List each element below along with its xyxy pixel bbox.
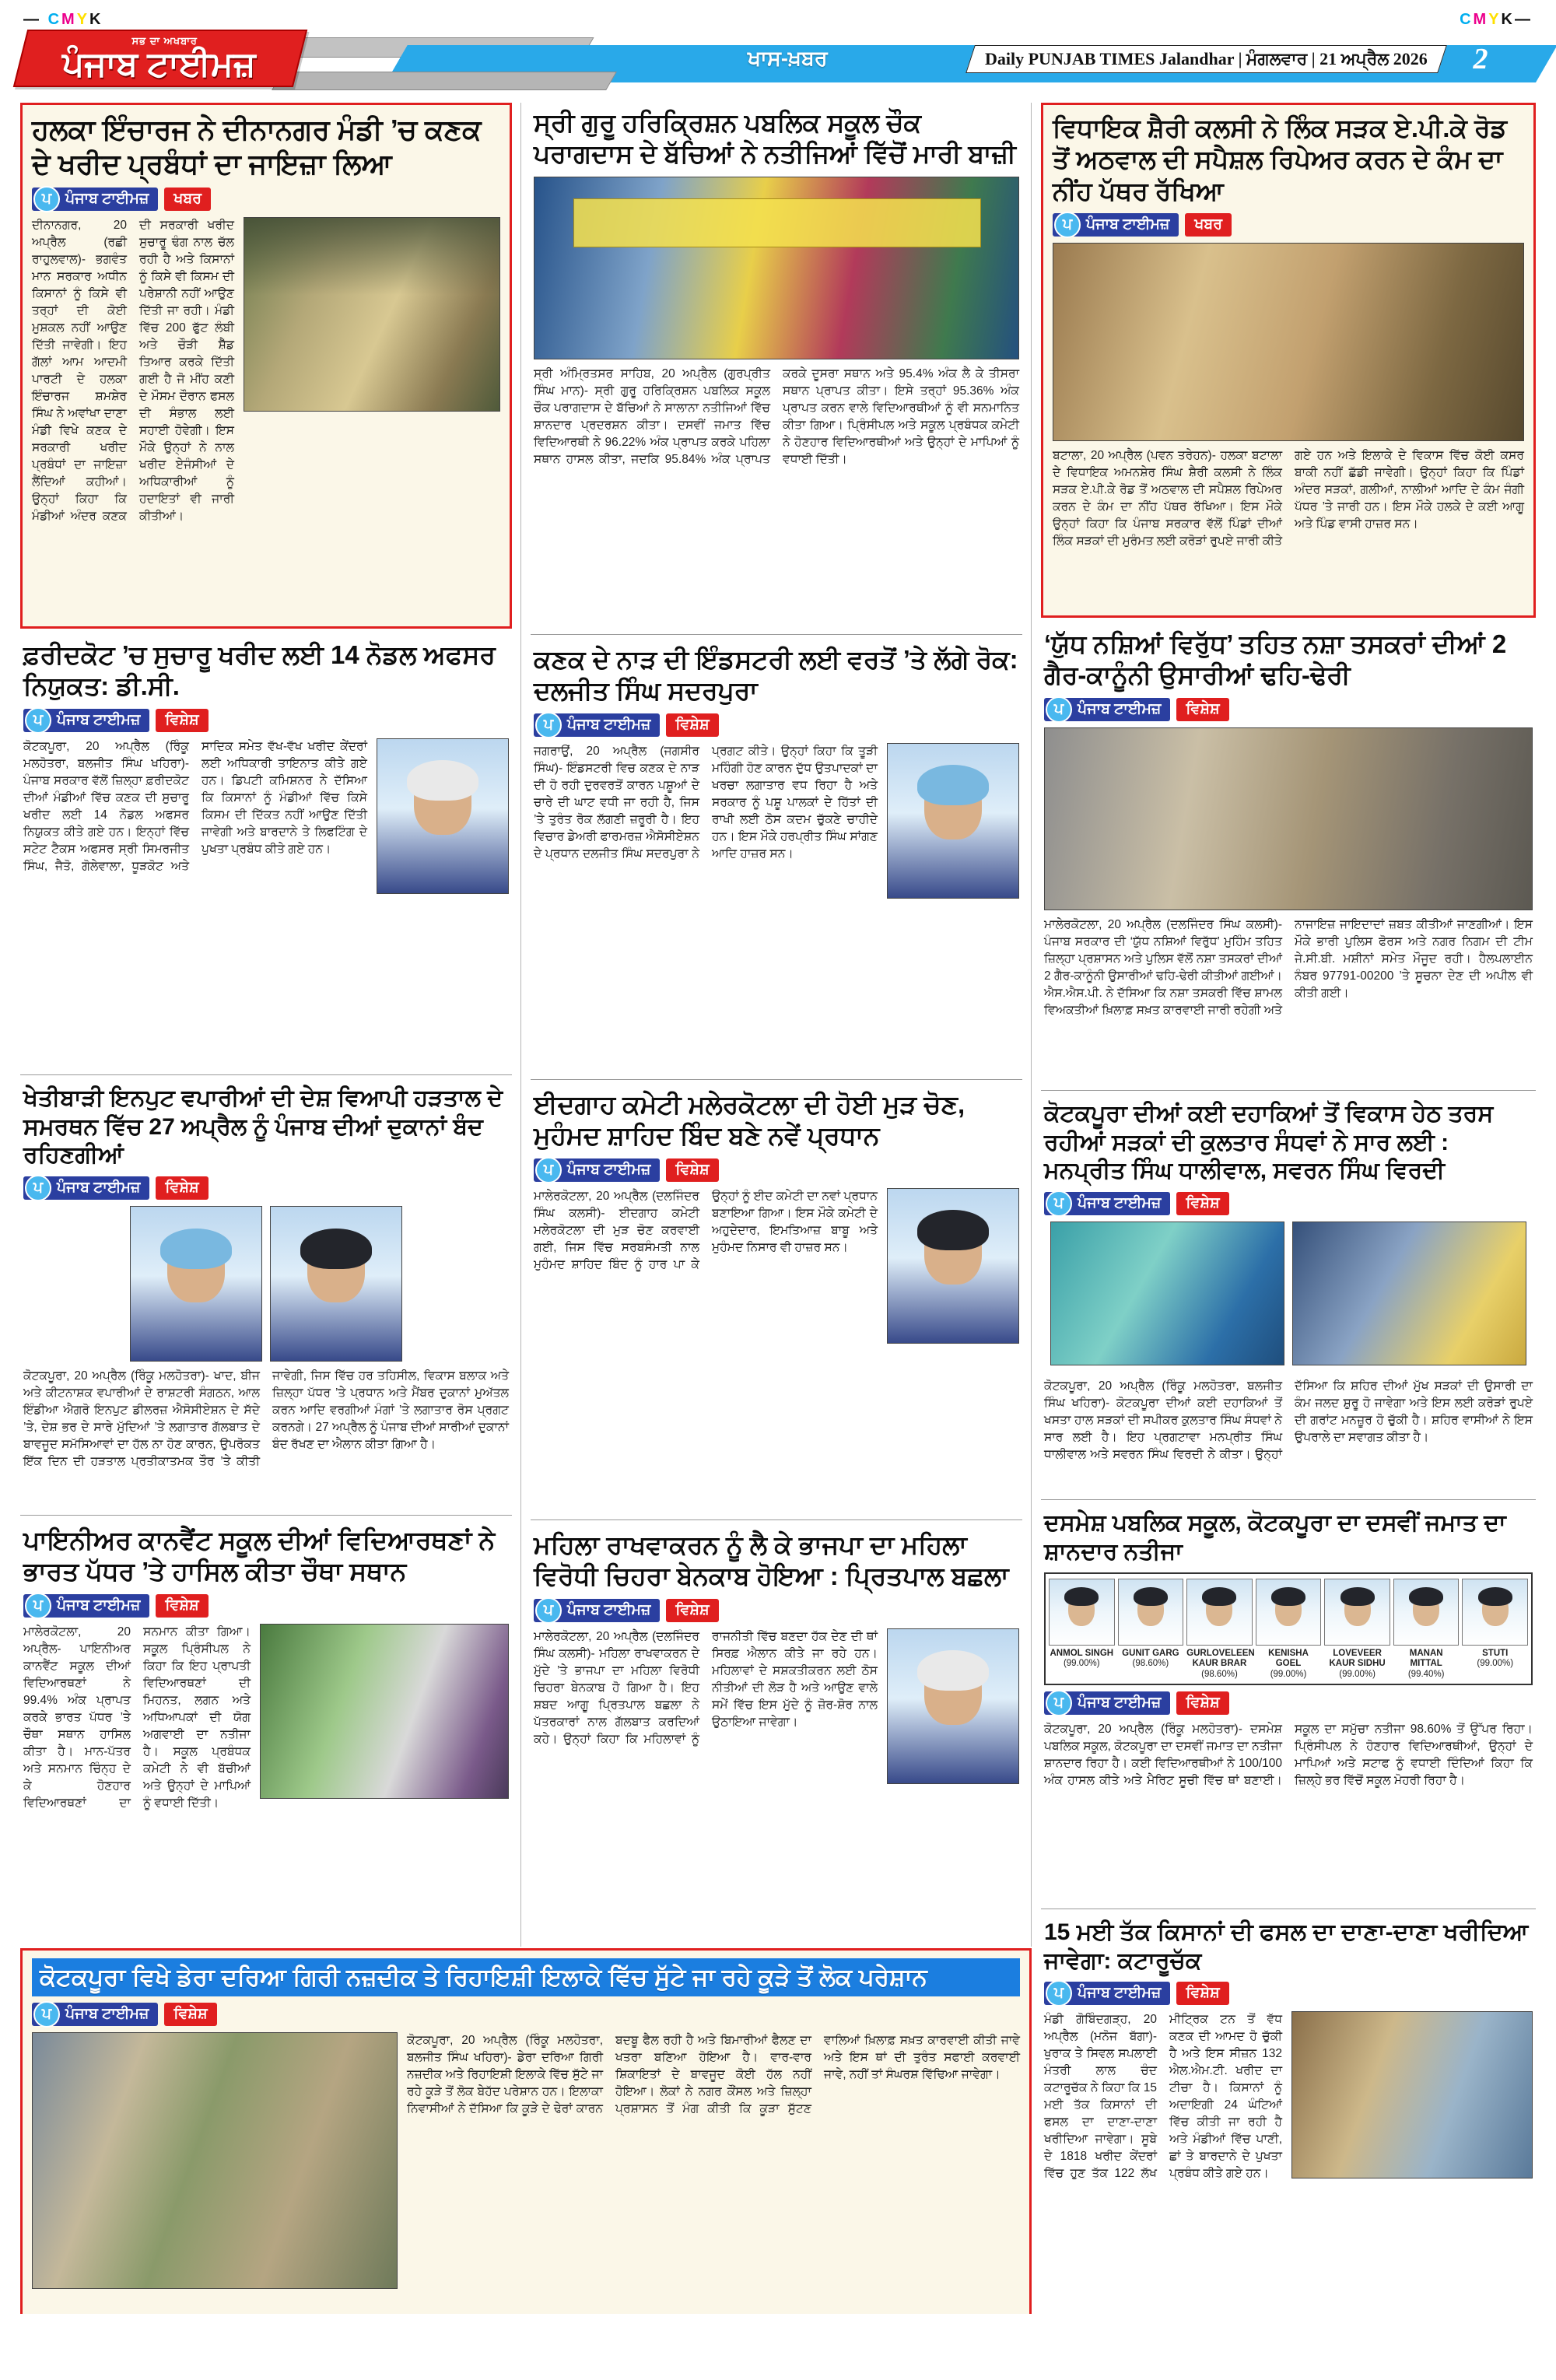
- student-cell: [1186, 1579, 1253, 1678]
- punjab-times-badge: [1044, 1982, 1170, 2005]
- article-headline: 15 ਮਈ ਤੱਕ ਕਿਸਾਨਾਂ ਦੀ ਫਸਲ ਦਾ ਦਾਣਾ-ਦਾਣਾ ਖਰੀਦਿਆ ਜਾਵੇਗਾ: ਕਟਾਰੂਚੱਕ: [1044, 1919, 1529, 1974]
- masthead-logo: [13, 30, 307, 87]
- student-percent: (98.60%): [1201, 1669, 1238, 1679]
- bachla-portrait-photo: [887, 1628, 1019, 1784]
- punjab-times-badge: [1044, 1192, 1170, 1215]
- cmyk-m: M: [61, 11, 77, 28]
- masthead-title: ਪੰਜਾਬ ਟਾਈਮਜ਼: [61, 45, 256, 83]
- student-cell: [1462, 1579, 1528, 1678]
- article-body: ਜਗਰਾਉਂ, 20 ਅਪ੍ਰੈਲ (ਜਗਸੀਰ ਸਿੰਘ)- ਇੰਡਸਟਰੀ ਵਿਚ ਕਣਕ ਦੇ ਨਾੜ ਦੀ ਹੋ ਰਹੀ ਦੁਰਵਰਤੋਂ ਕਾਰਨ ਪਸ਼ੂਆਂ ਦੇ ਚਾਰੇ ਦੀ ਘਾਟ ਵਧੀ ਜਾ ਰਹੀ ਹੈ, ਜਿਸ ’ਤੇ ਤੁਰੰਤ ਰੋਕ ਲੱਗਣੀ ਜ਼ਰੂਰੀ ਹੈ। ਇਹ ਵਿਚਾਰ ਡੇਅਰੀ ਫਾਰਮਰਜ਼ ਐਸੋਸੀਏਸ਼ਨ ਦੇ ਪ੍ਰਧਾਨ ਦਲਜੀਤ ਸਿੰਘ ਸਦਰਪੁਰਾ ਨੇ ਪ੍ਰਗਟ ਕੀਤੇ। ਉਨ੍ਹਾਂ ਕਿਹਾ ਕਿ ਤੂੜੀ ਮਹਿੰਗੀ ਹੋਣ ਕਾਰਨ ਦੁੱਧ ਉਤਪਾਦਕਾਂ ਦਾ ਖਰਚਾ ਲਗਾਤਾਰ ਵਧ ਰਿਹਾ ਹੈ ਅਤੇ ਸਰਕਾਰ ਨੂੰ ਪਸ਼ੂ ਪਾਲਕਾਂ ਦੇ ਹਿੱਤਾਂ ਦੀ ਰਾਖੀ ਲਈ ਠੋਸ ਕਦਮ ਚੁੱਕਣੇ ਚਾਹੀਦੇ ਹਨ। ਇਸ ਮੌਕੇ ਹਰਪ੍ਰੀਤ ਸਿੰਘ ਸਾਂਗਣ ਆਦਿ ਹਾਜ਼ਰ ਸਨ।: [534, 744, 878, 861]
- issue-line: [965, 45, 1446, 73]
- newspaper-logo-icon: ਪ: [1046, 1190, 1072, 1217]
- byline-badges: [23, 1176, 509, 1200]
- garbage-site-photo: [32, 2032, 398, 2289]
- newspaper-logo-icon: ਪ: [535, 1597, 562, 1624]
- article-body: ਕੋਟਕਪੂਰਾ, 20 ਅਪ੍ਰੈਲ (ਰਿੰਕੂ ਮਲਹੋਤਰਾ, ਬਲਜੀਤ ਸਿੰਘ ਖਹਿਰਾ)- ਡੇਰਾ ਦਰਿਆ ਗਿਰੀ ਨਜ਼ਦੀਕ ਅਤੇ ਰਿਹਾਇਸ਼ੀ ਇਲਾਕੇ ਵਿੱਚ ਸੁੱਟੇ ਜਾ ਰਹੇ ਕੂੜੇ ਤੋਂ ਲੋਕ ਬੇਹੱਦ ਪਰੇਸ਼ਾਨ ਹਨ। ਇਲਾਕਾ ਨਿਵਾਸੀਆਂ ਨੇ ਦੱਸਿਆ ਕਿ ਕੂੜੇ ਦੇ ਢੇਰਾਂ ਕਾਰਨ ਬਦਬੂ ਫੈਲ ਰਹੀ ਹੈ ਅਤੇ ਬਿਮਾਰੀਆਂ ਫੈਲਣ ਦਾ ਖਤਰਾ ਬਣਿਆ ਹੋਇਆ ਹੈ। ਵਾਰ-ਵਾਰ ਸ਼ਿਕਾਇਤਾਂ ਦੇ ਬਾਵਜੂਦ ਕੋਈ ਹੱਲ ਨਹੀਂ ਹੋਇਆ। ਲੋਕਾਂ ਨੇ ਨਗਰ ਕੌਂਸਲ ਅਤੇ ਜ਼ਿਲ੍ਹਾ ਪ੍ਰਸ਼ਾਸਨ ਤੋਂ ਮੰਗ ਕੀਤੀ ਕਿ ਕੂੜਾ ਸੁੱਟਣ ਵਾਲਿਆਂ ਖ਼ਿਲਾਫ਼ ਸਖ਼ਤ ਕਾਰਵਾਈ ਕੀਤੀ ਜਾਵੇ ਅਤੇ ਇਸ ਥਾਂ ਦੀ ਤੁਰੰਤ ਸਫਾਈ ਕਰਵਾਈ ਜਾਵੇ, ਨਹੀਂ ਤਾਂ ਸੰਘਰਸ਼ ਵਿੱਢਿਆ ਜਾਵੇਗਾ।: [407, 2034, 1020, 2116]
- sadarpura-portrait-photo: [887, 743, 1019, 899]
- article-eidgah-committee: [531, 1085, 1022, 1520]
- pioneer-students-photo: [260, 1624, 509, 1799]
- newspaper-logo-icon: ਪ: [535, 712, 562, 738]
- column-2: [531, 103, 1032, 1947]
- student-cell: [1256, 1579, 1322, 1678]
- punjab-times-badge: [534, 713, 660, 737]
- article-headline: ਕਣਕ ਦੇ ਨਾੜ ਦੀ ਇੰਡਸਟਰੀ ਲਈ ਵਰਤੋਂ ’ਤੇ ਲੱਗੇ ਰੋਕ: ਦਲਜੀਤ ਸਿੰਘ ਸਦਰਪੁਰਾ: [534, 645, 1018, 706]
- article-harkrishan-school: [531, 103, 1022, 635]
- article-headline: ਹਲਕਾ ਇੰਚਾਰਜ ਨੇ ਦੀਨਾਨਗਰ ਮੰਡੀ ’ਚ ਕਣਕ ਦੇ ਖਰੀਦ ਪ੍ਰਬੰਧਾਂ ਦਾ ਜਾਇਜ਼ਾ ਲਿਆ: [32, 114, 482, 180]
- student-photo: [1462, 1579, 1528, 1646]
- page-content: [20, 103, 1536, 2372]
- byline-badges: [23, 709, 509, 732]
- punjab-times-badge: [23, 1594, 149, 1618]
- badge-brand-label: ਪੰਜਾਬ ਟਾਈਮਜ਼: [57, 1597, 141, 1614]
- badge-brand-label: ਪੰਜਾਬ ਟਾਈਮਜ਼: [567, 1601, 651, 1618]
- school-group-photo: [534, 177, 1019, 359]
- section-label: ਖਾਸ-ਖ਼ਬਰ: [748, 47, 828, 70]
- leader-portrait-photo-2: [270, 1206, 402, 1362]
- byline-badges: [534, 1599, 1019, 1622]
- student-cell: [1324, 1579, 1390, 1678]
- byline-badges: [32, 2003, 1020, 2026]
- article-body: ਮਾਲੇਰਕੋਟਲਾ, 20 ਅਪ੍ਰੈਲ (ਦਲਜਿੰਦਰ ਸਿੰਘ ਕਲਸੀ)- ਈਦਗਾਹ ਕਮੇਟੀ ਮਲੇਰਕੋਟਲਾ ਦੀ ਮੁੜ ਚੋਣ ਕਰਵਾਈ ਗਈ, ਜਿਸ ਵਿੱਚ ਸਰਬਸੰਮਤੀ ਨਾਲ ਮੁਹੰਮਦ ਸ਼ਾਹਿਦ ਬਿੰਦ ਨੂੰ ਹਾਰ ਪਾ ਕੇ ਉਨ੍ਹਾਂ ਨੂੰ ਈਦ ਕਮੇਟੀ ਦਾ ਨਵਾਂ ਪ੍ਰਧਾਨ ਬਣਾਇਆ ਗਿਆ। ਇਸ ਮੌਕੇ ਕਮੇਟੀ ਦੇ ਅਹੁਦੇਦਾਰ, ਇਮਤਿਆਜ਼ ਬਾਬੂ ਅਤੇ ਮੁਹੰਮਦ ਨਿਸਾਰ ਵੀ ਹਾਜ਼ਰ ਸਨ।: [534, 1189, 878, 1271]
- article-mandi-inspection: [20, 103, 512, 629]
- newspaper-logo-icon: ਪ: [1046, 1980, 1072, 2007]
- article-traders-strike: [20, 1080, 512, 1516]
- article-headline: ਦਸਮੇਸ਼ ਪਬਲਿਕ ਸਕੂਲ, ਕੋਟਕਪੂਰਾ ਦਾ ਦਸਵੀਂ ਜਮਾਤ ਦਾ ਸ਼ਾਨਦਾਰ ਨਤੀਜਾ: [1044, 1510, 1506, 1565]
- article-tag-badge: ਵਿਸ਼ੇਸ਼: [164, 2003, 216, 2026]
- spokesperson-photos: [1044, 1222, 1533, 1372]
- article-headline: ‘ਯੁੱਧ ਨਸ਼ਿਆਂ ਵਿਰੁੱਧ’ ਤਹਿਤ ਨਸ਼ਾ ਤਸਕਰਾਂ ਦੀਆਂ 2 ਗੈਰ-ਕਾਨੂੰਨੀ ਉਸਾਰੀਆਂ ਢਹਿ-ਢੇਰੀ: [1044, 629, 1507, 690]
- student-percent: (99.00%): [1270, 1669, 1307, 1679]
- byline-badges: [23, 1594, 509, 1618]
- article-tag-badge: ਵਿਸ਼ੇਸ਼: [156, 1176, 208, 1200]
- cmyk-c: C: [47, 11, 62, 28]
- byline-badges: [534, 713, 1019, 737]
- student-percent: (99.00%): [1339, 1669, 1376, 1679]
- article-body: ਕੋਟਕਪੂਰਾ, 20 ਅਪ੍ਰੈਲ (ਰਿੰਕੂ ਮਲਹੋਤਰਾ)- ਦਸਮੇਸ਼ ਪਬਲਿਕ ਸਕੂਲ, ਕੋਟਕਪੂਰਾ ਦਾ ਦਸਵੀਂ ਜਮਾਤ ਦਾ ਨਤੀਜਾ ਸ਼ਾਨਦਾਰ ਰਿਹਾ ਹੈ। ਕਈ ਵਿਦਿਆਰਥੀਆਂ ਨੇ 100/100 ਅੰਕ ਹਾਸਲ ਕੀਤੇ ਅਤੇ ਮੈਰਿਟ ਸੂਚੀ ਵਿੱਚ ਥਾਂ ਬਣਾਈ। ਸਕੂਲ ਦਾ ਸਮੁੱਚਾ ਨਤੀਜਾ 98.60% ਤੋਂ ਉੱਪਰ ਰਿਹਾ। ਪ੍ਰਿੰਸੀਪਲ ਨੇ ਹੋਣਹਾਰ ਵਿਦਿਆਰਥੀਆਂ, ਉਨ੍ਹਾਂ ਦੇ ਮਾਪਿਆਂ ਅਤੇ ਸਟਾਫ ਨੂੰ ਵਧਾਈ ਦਿੰਦਿਆਂ ਕਿਹਾ ਕਿ ਜ਼ਿਲ੍ਹੇ ਭਰ ਵਿੱਚੋਂ ਸਕੂਲ ਮੋਹਰੀ ਰਿਹਾ ਹੈ।: [1044, 1722, 1533, 1787]
- student-name: MANAN MITTAL: [1409, 1649, 1443, 1669]
- mandi-inspection-photo: [244, 217, 500, 412]
- byline-badges: [32, 188, 500, 211]
- article-body: ਮਾਲੇਰਕੋਟਲਾ, 20 ਅਪ੍ਰੈਲ (ਦਲਜਿੰਦਰ ਸਿੰਘ ਕਲਸੀ)- ਪੰਜਾਬ ਸਰਕਾਰ ਦੀ ‘ਯੁੱਧ ਨਸ਼ਿਆਂ ਵਿਰੁੱਧ’ ਮੁਹਿੰਮ ਤਹਿਤ ਜ਼ਿਲ੍ਹਾ ਪ੍ਰਸ਼ਾਸਨ ਅਤੇ ਪੁਲਿਸ ਵੱਲੋਂ ਨਸ਼ਾ ਤਸਕਰਾਂ ਦੀਆਂ 2 ਗੈਰ-ਕਾਨੂੰਨੀ ਉਸਾਰੀਆਂ ਢਹਿ-ਢੇਰੀ ਕੀਤੀਆਂ ਗਈਆਂ। ਐਸ.ਐਸ.ਪੀ. ਨੇ ਦੱਸਿਆ ਕਿ ਨਸ਼ਾ ਤਸਕਰੀ ਵਿੱਚ ਸ਼ਾਮਲ ਵਿਅਕਤੀਆਂ ਖ਼ਿਲਾਫ਼ ਸਖ਼ਤ ਕਾਰਵਾਈ ਜਾਰੀ ਰਹੇਗੀ ਅਤੇ ਨਾਜਾਇਜ਼ ਜਾਇਦਾਦਾਂ ਜ਼ਬਤ ਕੀਤੀਆਂ ਜਾਣਗੀਆਂ। ਇਸ ਮੌਕੇ ਭਾਰੀ ਪੁਲਿਸ ਫੋਰਸ ਅਤੇ ਨਗਰ ਨਿਗਮ ਦੀ ਟੀਮ ਜੇ.ਸੀ.ਬੀ. ਮਸ਼ੀਨਾਂ ਸਮੇਤ ਮੌਜੂਦ ਰਹੀ। ਹੈਲਪਲਾਈਨ ਨੰਬਰ 97791-00200 ’ਤੇ ਸੂਚਨਾ ਦੇਣ ਦੀ ਅਪੀਲ ਵੀ ਕੀਤੀ ਗਈ।: [1044, 917, 1533, 1017]
- cmyk-mark-left: — CMYK: [23, 11, 103, 28]
- student-photo: [1049, 1579, 1115, 1646]
- newspaper-logo-icon: ਪ: [25, 1593, 51, 1619]
- badge-brand-label: ਪੰਜਾਬ ਟਾਈਮਜ਼: [65, 190, 149, 207]
- badge-brand-label: ਪੰਜਾਬ ਟਾਈਮਜ਼: [1078, 1194, 1162, 1211]
- article-body: ਕੋਟਕਪੂਰਾ, 20 ਅਪ੍ਰੈਲ (ਰਿੰਕੂ ਮਲਹੋਤਰਾ)- ਖਾਦ, ਬੀਜ ਅਤੇ ਕੀਟਨਾਸ਼ਕ ਵਪਾਰੀਆਂ ਦੇ ਰਾਸ਼ਟਰੀ ਸੰਗਠਨ, ਆਲ ਇੰਡੀਆ ਐਗਰੋ ਇਨਪੁਟ ਡੀਲਰਜ਼ ਐਸੋਸੀਏਸ਼ਨ ਦੇ ਸੱਦੇ ’ਤੇ, ਦੇਸ਼ ਭਰ ਦੇ ਸਾਰੇ ਮੁੱਦਿਆਂ ’ਤੇ ਲਗਾਤਾਰ ਗੱਲਬਾਤ ਦੇ ਬਾਵਜੂਦ ਸਮੱਸਿਆਵਾਂ ਦਾ ਹੱਲ ਨਾ ਹੋਣ ਕਾਰਨ, ਉਪਰੋਕਤ ਇੱਕ ਦਿਨ ਦੀ ਹੜਤਾਲ ਪ੍ਰਤੀਕਾਤਮਕ ਤੌਰ ’ਤੇ ਕੀਤੀ ਜਾਵੇਗੀ, ਜਿਸ ਵਿੱਚ ਹਰ ਤਹਿਸੀਲ, ਵਿਕਾਸ ਬਲਾਕ ਅਤੇ ਜ਼ਿਲ੍ਹਾ ਪੱਧਰ ’ਤੇ ਪ੍ਰਧਾਨ ਅਤੇ ਮੈਂਬਰ ਦੁਕਾਨਾਂ ਮੁਅੱਤਲ ਕਰਨ ਆਦਿ ਵਰਗੀਆਂ ਮੰਗਾਂ ’ਤੇ ਲਗਾਤਾਰ ਰੋਸ ਪ੍ਰਗਟ ਕਰਨਗੇ। 27 ਅਪ੍ਰੈਲ ਨੂੰ ਪੰਜਾਬ ਦੀਆਂ ਸਾਰੀਆਂ ਦੁਕਾਨਾਂ ਬੰਦ ਰੱਖਣ ਦਾ ਐਲਾਨ ਕੀਤਾ ਗਿਆ ਹੈ।: [23, 1369, 509, 1468]
- article-tag-badge: ਖਬਰ: [1185, 213, 1232, 237]
- article-headline: ਖੇਤੀਬਾੜੀ ਇਨਪੁਟ ਵਪਾਰੀਆਂ ਦੀ ਦੇਸ਼ ਵਿਆਪੀ ਹੜਤਾਲ ਦੇ ਸਮਰਥਨ ਵਿੱਚ 27 ਅਪ੍ਰੈਲ ਨੂੰ ਪੰਜਾਬ ਦੀਆਂ ਦੁਕਾਨਾਂ ਬੰਦ ਰਹਿਣਗੀਆਂ: [23, 1085, 503, 1169]
- badge-brand-label: ਪੰਜਾਬ ਟਾਈਮਜ਼: [65, 2006, 149, 2023]
- article-tag-badge: ਵਿਸ਼ੇਸ਼: [666, 1158, 718, 1182]
- article-body: ਕੋਟਕਪੂਰਾ, 20 ਅਪ੍ਰੈਲ (ਰਿੰਕੂ ਮਲਹੋਤਰਾ, ਬਲਜੀਤ ਸਿੰਘ ਖਹਿਰਾ)- ਪੰਜਾਬ ਸਰਕਾਰ ਵੱਲੋਂ ਜ਼ਿਲ੍ਹਾ ਫ਼ਰੀਦਕੋਟ ਦੀਆਂ ਮੰਡੀਆਂ ਵਿੱਚ ਕਣਕ ਦੀ ਸੁਚਾਰੂ ਖਰੀਦ ਲਈ 14 ਨੋਡਲ ਅਫਸਰ ਨਿਯੁਕਤ ਕੀਤੇ ਗਏ ਹਨ। ਇਨ੍ਹਾਂ ਵਿੱਚ ਸਟੇਟ ਟੈਕਸ ਅਫਸਰ ਸ੍ਰੀ ਸਿਮਰਜੀਤ ਸਿੰਘ, ਜੈਤੋ, ਗੋਲੇਵਾਲਾ, ਧੂੜਕੋਟ ਅਤੇ ਸਾਦਿਕ ਸਮੇਤ ਵੱਖ-ਵੱਖ ਖਰੀਦ ਕੇਂਦਰਾਂ ਲਈ ਅਧਿਕਾਰੀ ਤਾਇਨਾਤ ਕੀਤੇ ਗਏ ਹਨ। ਡਿਪਟੀ ਕਮਿਸ਼ਨਰ ਨੇ ਦੱਸਿਆ ਕਿ ਕਿਸਾਨਾਂ ਨੂੰ ਮੰਡੀਆਂ ਵਿੱਚ ਕਿਸੇ ਕਿਸਮ ਦੀ ਦਿੱਕਤ ਨਹੀਂ ਆਉਣ ਦਿੱਤੀ ਜਾਵੇਗੀ ਅਤੇ ਬਾਰਦਾਨੇ ਤੇ ਲਿਫਟਿੰਗ ਦੇ ਪੁਖਤਾ ਪ੍ਰਬੰਧ ਕੀਤੇ ਗਏ ਹਨ।: [23, 739, 367, 873]
- article-tag-badge: ਵਿਸ਼ੇਸ਼: [1176, 1691, 1228, 1715]
- article-body: ਸ੍ਰੀ ਅੰਮ੍ਰਿਤਸਰ ਸਾਹਿਬ, 20 ਅਪ੍ਰੈਲ (ਗੁਰਪ੍ਰੀਤ ਸਿੰਘ ਮਾਨ)- ਸ੍ਰੀ ਗੁਰੂ ਹਰਿਕ੍ਰਿਸ਼ਨ ਪਬਲਿਕ ਸਕੂਲ ਚੌਕ ਪਰਾਗਦਾਸ ਦੇ ਬੱਚਿਆਂ ਨੇ ਸਾਲਾਨਾ ਨਤੀਜਿਆਂ ਵਿੱਚ ਸ਼ਾਨਦਾਰ ਪ੍ਰਦਰਸ਼ਨ ਕੀਤਾ। ਦਸਵੀਂ ਜਮਾਤ ਵਿੱਚ ਵਿਦਿਆਰਥੀ ਨੇ 96.22% ਅੰਕ ਪ੍ਰਾਪਤ ਕਰਕੇ ਪਹਿਲਾ ਸਥਾਨ ਹਾਸਲ ਕੀਤਾ, ਜਦਕਿ 95.84% ਅੰਕ ਪ੍ਰਾਪਤ ਕਰਕੇ ਦੂਸਰਾ ਸਥਾਨ ਅਤੇ 95.4% ਅੰਕ ਲੈ ਕੇ ਤੀਸਰਾ ਸਥਾਨ ਪ੍ਰਾਪਤ ਕੀਤਾ। ਇਸੇ ਤਰ੍ਹਾਂ 95.36% ਅੰਕ ਪ੍ਰਾਪਤ ਕਰਨ ਵਾਲੇ ਵਿਦਿਆਰਥੀਆਂ ਨੂੰ ਵੀ ਸਨਮਾਨਿਤ ਕੀਤਾ ਗਿਆ। ਪ੍ਰਿੰਸੀਪਲ ਅਤੇ ਸਕੂਲ ਪ੍ਰਬੰਧਕ ਕਮੇਟੀ ਨੇ ਹੋਣਹਾਰ ਵਿਦਿਆਰਥੀਆਂ ਅਤੇ ਉਨ੍ਹਾਂ ਦੇ ਮਾਪਿਆਂ ਨੂੰ ਵਧਾਈ ਦਿੱਤੀ।: [534, 366, 1019, 466]
- student-percent: (99.00%): [1063, 1659, 1100, 1669]
- badge-brand-label: ਪੰਜਾਬ ਟਾਈਮਜ਼: [1078, 1694, 1162, 1711]
- article-headline: ਫ਼ਰੀਦਕੋਟ ’ਚ ਸੁਚਾਰੂ ਖਰੀਦ ਲਈ 14 ਨੋਡਲ ਅਫਸਰ ਨਿਯੁਕਤ: ਡੀ.ਸੀ.: [23, 640, 496, 701]
- punjab-times-badge: [23, 1176, 149, 1200]
- newspaper-logo-icon: ਪ: [535, 1157, 562, 1183]
- article-body: ਮਾਲੇਰਕੋਟਲਾ, 20 ਅਪ੍ਰੈਲ- ਪਾਇਨੀਅਰ ਕਾਨਵੈਂਟ ਸਕੂਲ ਦੀਆਂ ਵਿਦਿਆਰਥਣਾਂ ਨੇ 99.4% ਅੰਕ ਪ੍ਰਾਪਤ ਕਰਕੇ ਭਾਰਤ ਪੱਧਰ ’ਤੇ ਚੌਥਾ ਸਥਾਨ ਹਾਸਿਲ ਕੀਤਾ ਹੈ। ਮਾਨ-ਪੱਤਰ ਅਤੇ ਸਨਮਾਨ ਚਿੰਨ੍ਹ ਦੇ ਕੇ ਹੋਣਹਾਰ ਵਿਦਿਆਰਥਣਾਂ ਦਾ ਸਨਮਾਨ ਕੀਤਾ ਗਿਆ। ਸਕੂਲ ਪ੍ਰਿੰਸੀਪਲ ਨੇ ਕਿਹਾ ਕਿ ਇਹ ਪ੍ਰਾਪਤੀ ਵਿਦਿਆਰਥਣਾਂ ਦੀ ਮਿਹਨਤ, ਲਗਨ ਅਤੇ ਅਧਿਆਪਕਾਂ ਦੀ ਯੋਗ ਅਗਵਾਈ ਦਾ ਨਤੀਜਾ ਹੈ। ਸਕੂਲ ਪ੍ਰਬੰਧਕ ਕਮੇਟੀ ਨੇ ਵੀ ਬੱਚੀਆਂ ਅਤੇ ਉਨ੍ਹਾਂ ਦੇ ਮਾਪਿਆਂ ਨੂੰ ਵਧਾਈ ਦਿੱਤੀ।: [23, 1625, 251, 1810]
- student-percent: (98.60%): [1132, 1659, 1169, 1669]
- article-headline: ਈਦਗਾਹ ਕਮੇਟੀ ਮਲੇਰਕੋਟਲਾ ਦੀ ਹੋਈ ਮੁੜ ਚੋਣ, ਮੁਹੰਮਦ ਸ਼ਾਹਿਦ ਬਿੰਦ ਬਣੇ ਨਵੇਂ ਪ੍ਰਧਾਨ: [534, 1090, 965, 1151]
- student-name: GUNIT GARG: [1122, 1649, 1179, 1659]
- student-name: GURLOVELEEN KAUR BRAR: [1186, 1649, 1255, 1669]
- demolition-photo: [1044, 727, 1533, 910]
- student-name: STUTI: [1482, 1649, 1509, 1659]
- byline-badges: [1053, 213, 1524, 237]
- student-cell: [1118, 1579, 1184, 1678]
- cmyk-y: Y: [76, 11, 90, 28]
- newspaper-logo-icon: ਪ: [25, 707, 51, 734]
- byline-badges: [534, 1158, 1019, 1182]
- cmyk-k: K: [1501, 11, 1515, 28]
- article-garbage-problem: [20, 1948, 1032, 2314]
- topper-students-strip: [1044, 1572, 1533, 1684]
- article-wheat-straw: [531, 640, 1022, 1080]
- leader-portrait-photo-1: [130, 1206, 262, 1362]
- print-marks: [0, 11, 1556, 31]
- page-header: [20, 35, 1536, 89]
- cmyk-m: M: [1473, 11, 1489, 28]
- minister-visit-photo: [1291, 2011, 1533, 2178]
- article-dasmesh-result: [1041, 1505, 1536, 1909]
- column-3: [1041, 103, 1536, 2372]
- article-road-foundation: [1041, 103, 1536, 618]
- cmyk-y: Y: [1488, 11, 1502, 28]
- article-body: ਬਟਾਲਾ, 20 ਅਪ੍ਰੈਲ (ਪਵਨ ਤਰੇਹਨ)- ਹਲਕਾ ਬਟਾਲਾ ਦੇ ਵਿਧਾਇਕ ਅਮਨਸ਼ੇਰ ਸਿੰਘ ਸ਼ੈਰੀ ਕਲਸੀ ਨੇ ਲਿੰਕ ਸੜਕ ਏ.ਪੀ.ਕੇ ਰੋਡ ਤੋਂ ਅਠਵਾਲ ਦੀ ਸਪੈਸ਼ਲ ਰਿਪੇਅਰ ਕਰਨ ਦੇ ਕੰਮ ਦਾ ਨੀਂਹ ਪੱਥਰ ਰੱਖਿਆ। ਇਸ ਮੌਕੇ ਉਨ੍ਹਾਂ ਕਿਹਾ ਕਿ ਪੰਜਾਬ ਸਰਕਾਰ ਵੱਲੋਂ ਪਿੰਡਾਂ ਦੀਆਂ ਲਿੰਕ ਸੜਕਾਂ ਦੀ ਮੁਰੰਮਤ ਲਈ ਕਰੋੜਾਂ ਰੁਪਏ ਜਾਰੀ ਕੀਤੇ ਗਏ ਹਨ ਅਤੇ ਇਲਾਕੇ ਦੇ ਵਿਕਾਸ ਵਿੱਚ ਕੋਈ ਕਸਰ ਬਾਕੀ ਨਹੀਂ ਛੱਡੀ ਜਾਵੇਗੀ। ਉਨ੍ਹਾਂ ਕਿਹਾ ਕਿ ਪਿੰਡਾਂ ਅੰਦਰ ਸੜਕਾਂ, ਗਲੀਆਂ, ਨਾਲੀਆਂ ਆਦਿ ਦੇ ਕੰਮ ਜੰਗੀ ਪੱਧਰ ’ਤੇ ਜਾਰੀ ਹਨ। ਇਸ ਮੌਕੇ ਹਲਕੇ ਦੇ ਕਈ ਆਗੂ ਅਤੇ ਪਿੰਡ ਵਾਸੀ ਹਾਜ਼ਰ ਸਨ।: [1053, 448, 1524, 548]
- student-photo: [1324, 1579, 1390, 1646]
- badge-brand-label: ਪੰਜਾਬ ਟਾਈਮਜ਼: [57, 711, 141, 728]
- badge-brand-label: ਪੰਜਾਬ ਟਾਈਮਜ਼: [1078, 700, 1162, 717]
- cmyk-c: C: [1460, 11, 1474, 28]
- article-roads-sandhwan: [1041, 1095, 1536, 1500]
- newspaper-logo-icon: ਪ: [1054, 212, 1081, 238]
- student-photo: [1118, 1579, 1184, 1646]
- punjab-times-badge: [32, 188, 158, 211]
- newspaper-logo-icon: ਪ: [25, 1175, 51, 1201]
- dc-portrait-photo: [377, 738, 509, 894]
- article-body: ਮੰਡੀ ਗੋਬਿੰਦਗੜ੍ਹ, 20 ਅਪ੍ਰੈਲ (ਮਨੋਜ ਬੱਗਾ)- ਖੁਰਾਕ ਤੇ ਸਿਵਲ ਸਪਲਾਈ ਮੰਤਰੀ ਲਾਲ ਚੰਦ ਕਟਾਰੂਚੱਕ ਨੇ ਕਿਹਾ ਕਿ 15 ਮਈ ਤੱਕ ਕਿਸਾਨਾਂ ਦੀ ਫਸਲ ਦਾ ਦਾਣਾ-ਦਾਣਾ ਖਰੀਦਿਆ ਜਾਵੇਗਾ। ਸੂਬੇ ਦੇ 1818 ਖਰੀਦ ਕੇਂਦਰਾਂ ਵਿੱਚ ਹੁਣ ਤੱਕ 122 ਲੱਖ ਮੀਟ੍ਰਿਕ ਟਨ ਤੋਂ ਵੱਧ ਕਣਕ ਦੀ ਆਮਦ ਹੋ ਚੁੱਕੀ ਹੈ ਅਤੇ ਇਸ ਸੀਜ਼ਨ 132 ਐਲ.ਐਮ.ਟੀ. ਖਰੀਦ ਦਾ ਟੀਚਾ ਹੈ। ਕਿਸਾਨਾਂ ਨੂੰ ਅਦਾਇਗੀ 24 ਘੰਟਿਆਂ ਵਿੱਚ ਕੀਤੀ ਜਾ ਰਹੀ ਹੈ ਅਤੇ ਮੰਡੀਆਂ ਵਿੱਚ ਪਾਣੀ, ਛਾਂ ਤੇ ਬਾਰਦਾਨੇ ਦੇ ਪੁਖਤਾ ਪ੍ਰਬੰਧ ਕੀਤੇ ਗਏ ਹਨ।: [1044, 2013, 1282, 2181]
- student-name: LOVEVEER KAUR SIDHU: [1329, 1649, 1386, 1669]
- student-cell: [1049, 1579, 1115, 1678]
- article-tag-badge: ਵਿਸ਼ੇਸ਼: [1176, 698, 1228, 721]
- article-body: ਮਾਲੇਰਕੋਟਲਾ, 20 ਅਪ੍ਰੈਲ (ਦਲਜਿੰਦਰ ਸਿੰਘ ਕਲਸੀ)- ਮਹਿਲਾ ਰਾਖਵਾਕਰਨ ਦੇ ਮੁੱਦੇ ’ਤੇ ਭਾਜਪਾ ਦਾ ਮਹਿਲਾ ਵਿਰੋਧੀ ਚਿਹਰਾ ਬੇਨਕਾਬ ਹੋ ਗਿਆ ਹੈ। ਇਹ ਸ਼ਬਦ ਆਗੂ ਪ੍ਰਿਤਪਾਲ ਬਛਲਾ ਨੇ ਪੱਤਰਕਾਰਾਂ ਨਾਲ ਗੱਲਬਾਤ ਕਰਦਿਆਂ ਕਹੇ। ਉਨ੍ਹਾਂ ਕਿਹਾ ਕਿ ਮਹਿਲਾਵਾਂ ਨੂੰ ਰਾਜਨੀਤੀ ਵਿੱਚ ਬਣਦਾ ਹੱਕ ਦੇਣ ਦੀ ਥਾਂ ਸਿਰਫ਼ ਐਲਾਨ ਕੀਤੇ ਜਾ ਰਹੇ ਹਨ। ਮਹਿਲਾਵਾਂ ਦੇ ਸਸ਼ਕਤੀਕਰਨ ਲਈ ਠੋਸ ਨੀਤੀਆਂ ਦੀ ਲੋੜ ਹੈ ਅਤੇ ਆਉਣ ਵਾਲੇ ਸਮੇਂ ਵਿੱਚ ਇਸ ਮੁੱਦੇ ਨੂੰ ਜ਼ੋਰ-ਸ਼ੋਰ ਨਾਲ ਉਠਾਇਆ ਜਾਵੇਗਾ।: [534, 1629, 878, 1746]
- badge-brand-label: ਪੰਜਾਬ ਟਾਈਮਜ਼: [1086, 216, 1170, 233]
- president-portrait-photo: [887, 1188, 1019, 1344]
- cmyk-mark-right: CMYK—: [1460, 11, 1533, 28]
- article-pioneer-school: [20, 1520, 512, 1937]
- dhaliwal-photo: [1050, 1222, 1284, 1365]
- newspaper-logo-icon: ਪ: [1046, 696, 1072, 723]
- byline-badges: [1044, 698, 1533, 721]
- article-women-reservation: [531, 1525, 1022, 1942]
- leader-portraits: [23, 1206, 509, 1362]
- student-photo: [1393, 1579, 1460, 1646]
- article-tag-badge: ਵਿਸ਼ੇਸ਼: [156, 709, 208, 732]
- article-headline: ਸ੍ਰੀ ਗੁਰੂ ਹਰਿਕ੍ਰਿਸ਼ਨ ਪਬਲਿਕ ਸਕੂਲ ਚੌਕ ਪਰਾਗਦਾਸ ਦੇ ਬੱਚਿਆਂ ਨੇ ਨਤੀਜਿਆਂ ਵਿੱਚੋਂ ਮਾਰੀ ਬਾਜ਼ੀ: [534, 108, 1016, 169]
- newspaper-logo-icon: ਪ: [33, 2001, 60, 2028]
- article-tag-badge: ਵਿਸ਼ੇਸ਼: [666, 713, 718, 737]
- punjab-times-badge: [1044, 698, 1170, 721]
- masthead-accent-bottom: [272, 72, 617, 90]
- punjab-times-badge: [32, 2003, 158, 2026]
- punjab-times-badge: [23, 709, 149, 732]
- punjab-times-badge: [534, 1158, 660, 1182]
- column-1: [20, 103, 521, 1947]
- page-number: 2: [1473, 43, 1488, 75]
- article-tag-badge: ਵਿਸ਼ੇਸ਼: [666, 1599, 718, 1622]
- article-headline: ਮਹਿਲਾ ਰਾਖਵਾਕਰਨ ਨੂੰ ਲੈ ਕੇ ਭਾਜਪਾ ਦਾ ਮਹਿਲਾ ਵਿਰੋਧੀ ਚਿਹਰਾ ਬੇਨਕਾਬ ਹੋਇਆ : ਪ੍ਰਿਤਪਾਲ ਬਛਲਾ: [534, 1530, 1009, 1591]
- article-headline: ਕੋਟਕਪੂਰਾ ਵਿਖੇ ਡੇਰਾ ਦਰਿਆ ਗਿਰੀ ਨਜ਼ਦੀਕ ਤੇ ਰਿਹਾਇਸ਼ੀ ਇਲਾਕੇ ਵਿੱਚ ਸੁੱਟੇ ਜਾ ਰਹੇ ਕੂੜੇ ਤੋਂ ਲੋਕ ਪਰੇਸ਼ਾਨ: [32, 1958, 1020, 1996]
- byline-badges: [1044, 1982, 1533, 2005]
- article-body: ਕੋਟਕਪੂਰਾ, 20 ਅਪ੍ਰੈਲ (ਰਿੰਕੂ ਮਲਹੋਤਰਾ, ਬਲਜੀਤ ਸਿੰਘ ਖਹਿਰਾ)- ਕੋਟਕਪੂਰਾ ਦੀਆਂ ਕਈ ਦਹਾਕਿਆਂ ਤੋਂ ਖਸਤਾ ਹਾਲ ਸੜਕਾਂ ਦੀ ਸਪੀਕਰ ਕੁਲਤਾਰ ਸਿੰਘ ਸੰਧਵਾਂ ਨੇ ਸਾਰ ਲਈ ਹੈ। ਇਹ ਪ੍ਰਗਟਾਵਾ ਮਨਪ੍ਰੀਤ ਸਿੰਘ ਧਾਲੀਵਾਲ ਅਤੇ ਸਵਰਨ ਸਿੰਘ ਵਿਰਦੀ ਨੇ ਕੀਤਾ। ਉਨ੍ਹਾਂ ਦੱਸਿਆ ਕਿ ਸ਼ਹਿਰ ਦੀਆਂ ਮੁੱਖ ਸੜਕਾਂ ਦੀ ਉਸਾਰੀ ਦਾ ਕੰਮ ਜਲਦ ਸ਼ੁਰੂ ਹੋ ਜਾਵੇਗਾ ਅਤੇ ਇਸ ਲਈ ਕਰੋੜਾਂ ਰੁਪਏ ਦੀ ਗਰਾਂਟ ਮਨਜ਼ੂਰ ਹੋ ਚੁੱਕੀ ਹੈ। ਸ਼ਹਿਰ ਵਾਸੀਆਂ ਨੇ ਇਸ ਉਪਰਾਲੇ ਦਾ ਸਵਾਗਤ ਕੀਤਾ ਹੈ।: [1044, 1379, 1533, 1461]
- article-tag-badge: ਖਬਰ: [164, 188, 211, 211]
- student-photo: [1256, 1579, 1322, 1646]
- article-nodal-officers: [20, 635, 512, 1075]
- punjab-times-badge: [1053, 213, 1179, 237]
- virdi-photo: [1292, 1222, 1526, 1365]
- student-percent: (99.00%): [1477, 1659, 1514, 1669]
- student-name: ANMOL SINGH: [1050, 1649, 1114, 1659]
- badge-brand-label: ਪੰਜਾਬ ਟਾਈਮਜ਼: [567, 1161, 651, 1178]
- issue-line-text: Daily PUNJAB TIMES Jalandhar | ਮੰਗਲਵਾਰ | 21 ਅਪ੍ਰੈਲ 2026: [985, 49, 1428, 68]
- newspaper-logo-icon: ਪ: [1046, 1690, 1072, 1716]
- left-region: [20, 103, 1032, 2372]
- student-percent: (99.40%): [1407, 1669, 1445, 1679]
- student-cell: [1393, 1579, 1460, 1678]
- masthead-tagline: ਸਭ ਦਾ ਅਖਬਾਰ: [131, 35, 198, 47]
- article-headline: ਪਾਇਨੀਅਰ ਕਾਨਵੈਂਟ ਸਕੂਲ ਦੀਆਂ ਵਿਦਿਆਰਥਣਾਂ ਨੇ ਭਾਰਤ ਪੱਧਰ ’ਤੇ ਹਾਸਿਲ ਕੀਤਾ ਚੌਥਾ ਸਥਾਨ: [23, 1526, 496, 1586]
- article-drug-demolition: [1041, 624, 1536, 1091]
- badge-brand-label: ਪੰਜਾਬ ਟਾਈਮਜ਼: [1078, 1985, 1162, 2002]
- foundation-stone-photo: [1053, 243, 1524, 441]
- article-wheat-procurement: [1041, 1914, 1536, 2350]
- punjab-times-badge: [534, 1599, 660, 1622]
- student-photo: [1186, 1579, 1253, 1646]
- article-body: ਦੀਨਾਨਗਰ, 20 ਅਪ੍ਰੈਲ (ਰਛੀ ਰਾਹੁਲਵਾਲ)- ਭਗਵੰਤ ਮਾਨ ਸਰਕਾਰ ਅਧੀਨ ਕਿਸਾਨਾਂ ਨੂੰ ਕਿਸੇ ਵੀ ਤਰ੍ਹਾਂ ਦੀ ਕੋਈ ਮੁਸ਼ਕਲ ਨਹੀਂ ਆਉਣ ਦਿੱਤੀ ਜਾਵੇਗੀ। ਇਹ ਗੱਲਾਂ ਆਮ ਆਦਮੀ ਪਾਰਟੀ ਦੇ ਹਲਕਾ ਇੰਚਾਰਜ ਸ਼ਮਸ਼ੇਰ ਸਿੰਘ ਨੇ ਅਵਾਂਖਾ ਦਾਣਾ ਮੰਡੀ ਵਿਖੇ ਕਣਕ ਦੇ ਸਰਕਾਰੀ ਖਰੀਦ ਪ੍ਰਬੰਧਾਂ ਦਾ ਜਾਇਜ਼ਾ ਲੈਂਦਿਆਂ ਕਹੀਆਂ। ਉਨ੍ਹਾਂ ਕਿਹਾ ਕਿ ਮੰਡੀਆਂ ਅੰਦਰ ਕਣਕ ਦੀ ਸਰਕਾਰੀ ਖਰੀਦ ਸੁਚਾਰੂ ਢੰਗ ਨਾਲ ਚੱਲ ਰਹੀ ਹੈ ਅਤੇ ਕਿਸਾਨਾਂ ਨੂੰ ਕਿਸੇ ਵੀ ਕਿਸਮ ਦੀ ਪਰੇਸ਼ਾਨੀ ਨਹੀਂ ਆਉਣ ਦਿੱਤੀ ਜਾ ਰਹੀ। ਮੰਡੀ ਵਿੱਚ 200 ਫੁੱਟ ਲੰਬੀ ਅਤੇ ਚੌੜੀ ਸ਼ੈੱਡ ਤਿਆਰ ਕਰਕੇ ਦਿੱਤੀ ਗਈ ਹੈ ਜੋ ਮੀਂਹ ਕਣੀ ਦੇ ਮੌਸਮ ਦੌਰਾਨ ਫਸਲ ਦੀ ਸੰਭਾਲ ਲਈ ਸਹਾਈ ਹੋਵੇਗੀ। ਇਸ ਮੌਕੇ ਉਨ੍ਹਾਂ ਨੇ ਨਾਲ ਖਰੀਦ ਏਜੰਸੀਆਂ ਦੇ ਅਧਿਕਾਰੀਆਂ ਨੂੰ ਹਦਾਇਤਾਂ ਵੀ ਜਾਰੀ ਕੀਤੀਆਂ।: [32, 218, 234, 523]
- article-tag-badge: ਵਿਸ਼ੇਸ਼: [1176, 1192, 1228, 1215]
- newspaper-logo-icon: ਪ: [33, 186, 60, 212]
- byline-badges: [1044, 1691, 1533, 1715]
- cmyk-k: K: [89, 11, 103, 28]
- article-headline: ਕੋਟਕਪੂਰਾ ਦੀਆਂ ਕਈ ਦਹਾਕਿਆਂ ਤੋਂ ਵਿਕਾਸ ਹੇਠ ਤਰਸ ਰਹੀਆਂ ਸੜਕਾਂ ਦੀ ਕੁਲਤਾਰ ਸੰਧਵਾਂ ਨੇ ਸਾਰ ਲਈ : ਮਨਪ੍ਰੀਤ ਸਿੰਘ ਧਾਲੀਵਾਲ, ਸਵਰਨ ਸਿੰਘ ਵਿਰਦੀ: [1044, 1101, 1494, 1184]
- student-name: KENISHA GOEL: [1268, 1649, 1309, 1669]
- article-tag-badge: ਵਿਸ਼ੇਸ਼: [156, 1594, 208, 1618]
- article-headline: ਵਿਧਾਇਕ ਸ਼ੈਰੀ ਕਲਸੀ ਨੇ ਲਿੰਕ ਸੜਕ ਏ.ਪੀ.ਕੇ ਰੋਡ ਤੋਂ ਅਠਵਾਲ ਦੀ ਸਪੈਸ਼ਲ ਰਿਪੇਅਰ ਕਰਨ ਦੇ ਕੰਮ ਦਾ ਨੀਂਹ ਪੱਥਰ ਰੱਖਿਆ: [1053, 114, 1507, 205]
- badge-brand-label: ਪੰਜਾਬ ਟਾਈਮਜ਼: [57, 1179, 141, 1196]
- article-tag-badge: ਵਿਸ਼ੇਸ਼: [1176, 1982, 1228, 2005]
- byline-badges: [1044, 1192, 1533, 1215]
- badge-brand-label: ਪੰਜਾਬ ਟਾਈਮਜ਼: [567, 716, 651, 733]
- punjab-times-badge: [1044, 1691, 1170, 1715]
